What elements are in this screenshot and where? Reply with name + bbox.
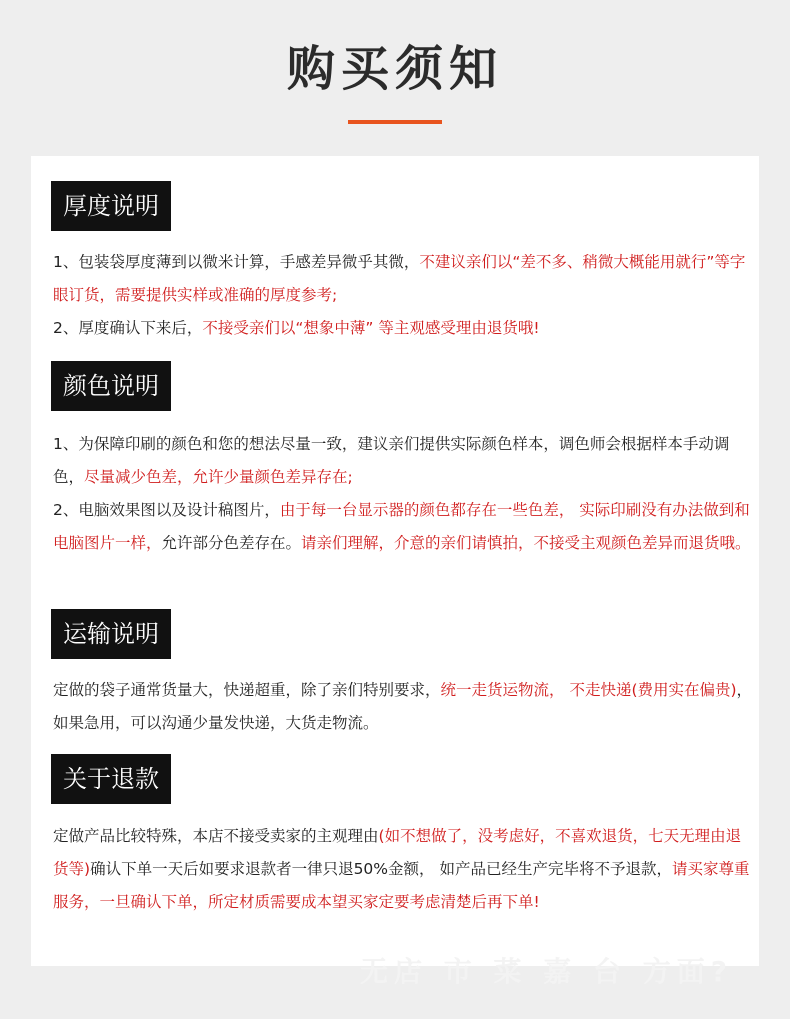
text-run: 1、为保障印刷的颜色和您的想法尽量一致，建议亲们提供实际颜色样本，调色师会根据样本手动调色，: [53, 435, 730, 486]
text-run: 2、电脑效果图以及设计稿图片，: [53, 501, 280, 519]
text-run: 定做的袋子通常货量大，快递超重，除了亲们特别要求，: [53, 681, 441, 699]
text-run: 确认下单一天后如要求退款者一律只退50%金额， 如产品已经生产完毕将不予退款，: [90, 860, 672, 878]
text-run-highlight: 不接受亲们以“想象中薄” 等主观感受理由退货哦!: [202, 319, 540, 337]
section-body: [53, 674, 753, 740]
paragraph: [53, 674, 753, 740]
page-title: 购买须知: [286, 41, 503, 97]
notice-card: [31, 156, 759, 966]
text-run: ，如果急用，可以沟通少量发快递，大货走物流。: [53, 681, 753, 732]
paragraph: [53, 428, 753, 494]
text-run-highlight: 由于每一台显示器的颜色都存在一些色差， 实际印刷没有办法做到和电脑图片一样，: [53, 501, 750, 552]
section-heading: 颜色说明: [51, 361, 171, 411]
paragraph: [53, 820, 753, 919]
paragraph: [53, 494, 753, 560]
watermark-text: 无店 市 菜 嘉 台 方面?: [360, 955, 733, 988]
title-underline: [348, 120, 442, 124]
paragraph: [53, 246, 753, 312]
section-body: [53, 820, 753, 919]
text-run: 定做产品比较特殊，本店不接受卖家的主观理由: [53, 827, 379, 845]
section-heading: 关于退款: [51, 754, 171, 804]
text-run-highlight: 统一走货运物流， 不走快递(费用实在偏贵): [440, 681, 737, 699]
text-run: 允许部分色差存在。: [161, 534, 302, 552]
paragraph: [53, 312, 753, 345]
text-run-highlight: 尽量减少色差，允许少量颜色差异存在;: [84, 468, 353, 486]
section-heading: 厚度说明: [51, 181, 171, 231]
text-run: 2、厚度确认下来后，: [53, 319, 203, 337]
section-heading: 运输说明: [51, 609, 171, 659]
text-run-highlight: 请买家尊重服务，一旦确认下单，所定材质需要成本望买家定要考虑清楚后再下单!: [53, 860, 750, 911]
section-body: [53, 428, 753, 560]
text-run-highlight: 请亲们理解，介意的亲们请慎拍，不接受主观颜色差异而退货哦。: [301, 534, 751, 552]
text-run: 1、包装袋厚度薄到以微米计算，手感差异微乎其微，: [53, 253, 420, 271]
text-run-highlight: (如不想做了，没考虑好，不喜欢退货，七天无理由退货等): [53, 827, 742, 878]
section-body: [53, 246, 753, 345]
text-run-highlight: 不建议亲们以“差不多、稍微大概能用就行”等字眼订货，需要提供实样或准确的厚度参考;: [53, 253, 746, 304]
